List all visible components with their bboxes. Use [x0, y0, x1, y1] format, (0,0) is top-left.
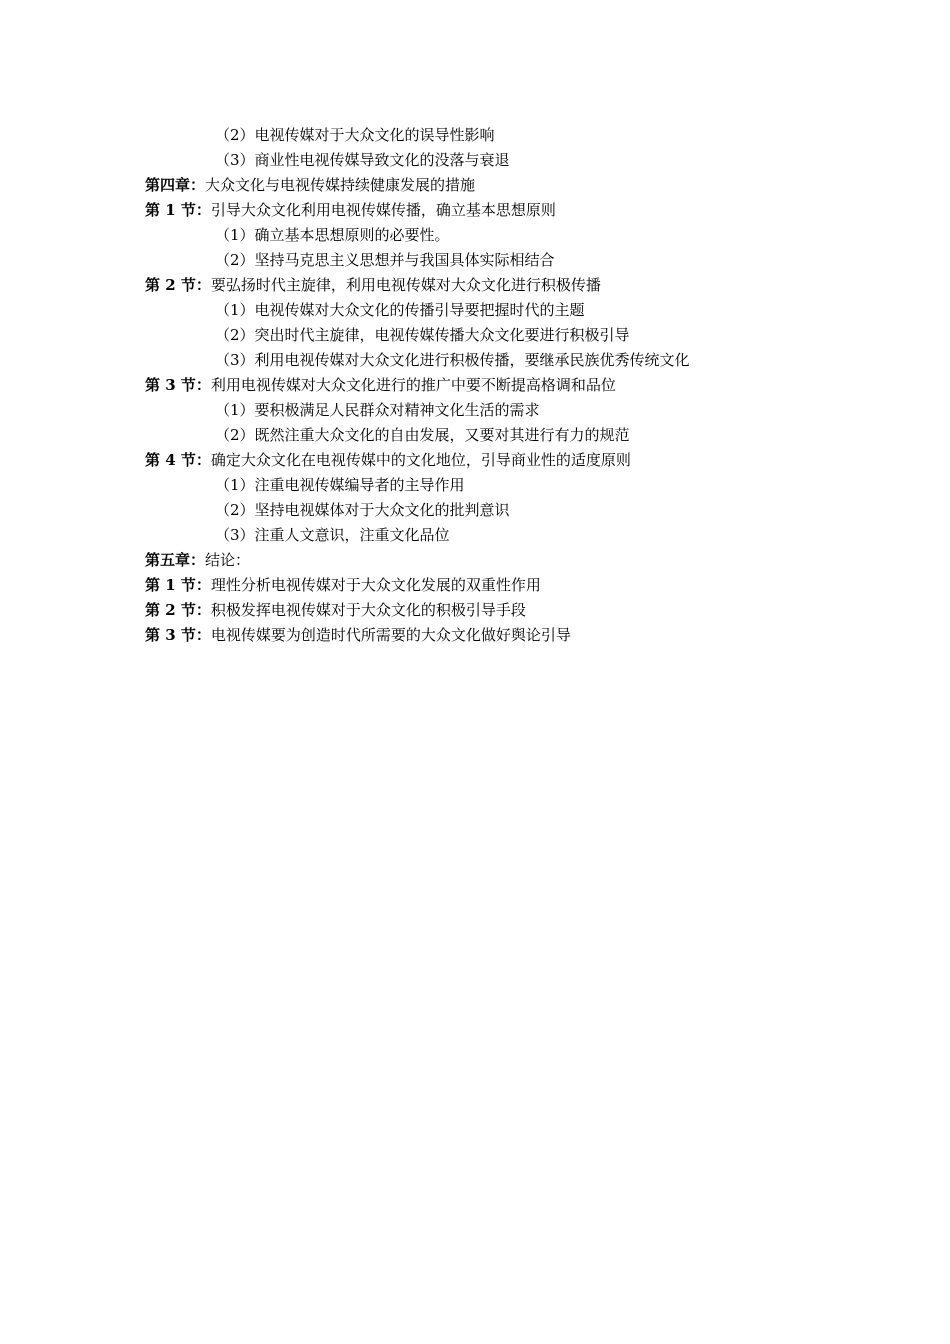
heading-text: 结论：: [205, 551, 251, 569]
heading-label: 第 3 节：: [145, 376, 211, 394]
section-heading: [145, 273, 845, 298]
heading-label: 第 1 节：: [145, 576, 211, 594]
outline-item-text: （2）坚持电视媒体对于大众文化的批判意识: [215, 501, 510, 519]
outline-item: [145, 123, 845, 148]
heading-text: 要弘扬时代主旋律，利用电视传媒对大众文化进行积极传播: [210, 276, 601, 294]
chapter-heading: [145, 173, 845, 198]
section-heading: [145, 573, 845, 598]
outline-item: [145, 348, 845, 373]
heading-text: 引导大众文化利用电视传媒传播，确立基本思想原则: [210, 201, 556, 219]
outline-item-text: （1）电视传媒对大众文化的传播引导要把握时代的主题: [215, 301, 585, 319]
section-heading: [145, 198, 845, 223]
heading-label: 第 3 节：: [145, 626, 211, 644]
outline-item: [145, 298, 845, 323]
outline-item: [145, 498, 845, 523]
heading-text: 确定大众文化在电视传媒中的文化地位，引导商业性的适度原则: [210, 451, 631, 469]
outline-item-text: （3）利用电视传媒对大众文化进行积极传播，要继承民族优秀传统文化: [215, 351, 690, 369]
outline-item-text: （1）确立基本思想原则的必要性。: [215, 226, 450, 244]
outline-item-text: （2）电视传媒对于大众文化的误导性影响: [215, 126, 495, 144]
outline-item: [145, 323, 845, 348]
section-heading: [145, 373, 845, 398]
section-heading: [145, 623, 845, 648]
heading-text: 理性分析电视传媒对于大众文化发展的双重性作用: [210, 576, 541, 594]
outline-item-text: （3）注重人文意识，注重文化品位: [215, 526, 450, 544]
section-heading: [145, 448, 845, 473]
outline-list: [145, 123, 845, 648]
heading-text: 电视传媒要为创造时代所需要的大众文化做好舆论引导: [210, 626, 571, 644]
outline-item-text: （1）注重电视传媒编导者的主导作用: [215, 476, 465, 494]
outline-item: [145, 148, 845, 173]
outline-item: [145, 473, 845, 498]
chapter-heading: [145, 548, 845, 573]
heading-label: 第五章：: [145, 551, 206, 569]
heading-text: 利用电视传媒对大众文化进行的推广中要不断提高格调和品位: [210, 376, 616, 394]
heading-label: 第 1 节：: [145, 201, 211, 219]
heading-label: 第四章：: [145, 176, 206, 194]
heading-label: 第 2 节：: [145, 601, 211, 619]
outline-item-text: （2）突出时代主旋律，电视传媒传播大众文化要进行积极引导: [215, 326, 630, 344]
outline-item-text: （1）要积极满足人民群众对精神文化生活的需求: [215, 401, 540, 419]
outline-item: [145, 223, 845, 248]
heading-text: 大众文化与电视传媒持续健康发展的措施: [205, 176, 476, 194]
section-heading: [145, 598, 845, 623]
outline-item: [145, 398, 845, 423]
outline-item: [145, 523, 845, 548]
outline-item: [145, 423, 845, 448]
outline-item-text: （3）商业性电视传媒导致文化的没落与衰退: [215, 151, 510, 169]
outline-item-text: （2）坚持马克思主义思想并与我国具体实际相结合: [215, 251, 555, 269]
heading-label: 第 4 节：: [145, 451, 211, 469]
heading-text: 积极发挥电视传媒对于大众文化的积极引导手段: [210, 601, 526, 619]
heading-label: 第 2 节：: [145, 276, 211, 294]
outline-item: [145, 248, 845, 273]
outline-item-text: （2）既然注重大众文化的自由发展，又要对其进行有力的规范: [215, 426, 630, 444]
